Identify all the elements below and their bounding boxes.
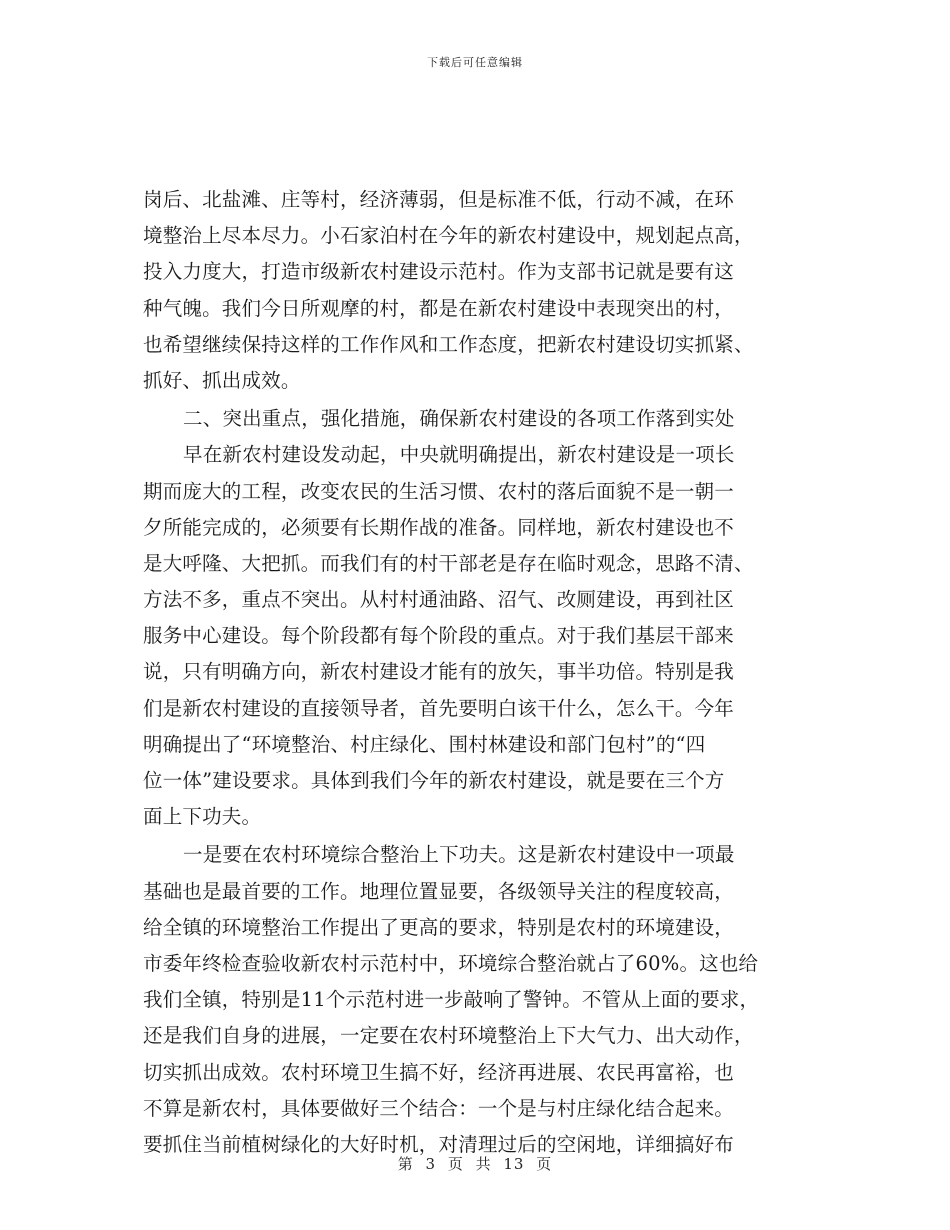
paragraph [143,837,811,1163]
text-line: 抓好、抓出成效。 [143,368,301,392]
page-header: 下载后可任意编辑 [427,56,523,69]
text-line: 岗后、北盐滩、庄等村，经济薄弱，但是标准不低，行动不减，在环 [143,188,735,211]
text-line: 不算是新农村，具体要做好三个结合：一个是与村庄绿化结合起来。 [143,1096,735,1120]
text-line: 要抓住当前植树绿化的大好时机，对清理过后的空闲地，详细搞好布 [143,1132,735,1156]
text-line: 方法不多，重点不突出。从村村通油路、沼气、改厕建设，再到社区 [143,588,735,612]
text-line: 我们全镇，特别是11个示范村进一步敲响了警钟。不管从上面的要求， [143,988,760,1012]
text-line: 也希望继续保持这样的工作作风和工作态度，把新农村建设切实抓紧、 [143,332,754,356]
section-heading [143,401,811,437]
text-line: 境整治上尽本尽力。小石家泊村在今年的新农村建设中，规划起点高， [143,224,754,248]
text-line: 期而庞大的工程，改变农民的生活习惯、农村的落后面貌不是一朝一 [143,479,735,503]
text-line: 明确提出了“环境整治、村庄绿化、围村林建设和部门包村”的“四 [143,732,706,756]
text-line: 位一体”建设要求。具体到我们今年的新农村建设，就是要在三个方 [143,769,725,792]
text-line: 面上下功夫。 [143,805,262,829]
text-line: 还是我们自身的进展，一定要在农村环境整治上下大气力、出大动作， [143,1024,754,1048]
text-line: 是大呼隆、大把抓。而我们有的村干部老是存在临时观念，思路不清、 [143,551,754,575]
text-line: 给全镇的环境整治工作提出了更高的要求，特别是农村的环境建设， [143,915,735,939]
text-line: 早在新农村建设发动起，中央就明确提出，新农村建设是一项长 [183,443,735,467]
document-body [143,182,811,1163]
text-line: 一是要在农村环境综合整治上下功夫。这是新农村建设中一项最 [183,843,735,867]
heading-text: 二、突出重点，强化措施，确保新农村建设的各项工作落到实处 [183,407,735,431]
text-line: 们是新农村建设的直接领导者，首先要明白该干什么，怎么干。今年 [143,696,735,720]
text-line: 基础也是最首要的工作。地理位置显要，各级领导关注的程度较高， [143,879,735,903]
text-line: 投入力度大，打造市级新农村建设示范村。作为支部书记就是要有这 [143,260,735,284]
text-line: 市委年终检查验收新农村示范村中，环境综合整治就占了60%。这也给 [143,951,759,975]
text-line: 种气魄。我们今日所观摩的村，都是在新农村建设中表现突出的村， [143,296,735,320]
page-number: 第 3 页 共 13 页 [397,1155,553,1173]
text-line: 夕所能完成的，必须要有长期作战的准备。同样地，新农村建设也不 [143,515,735,539]
paragraph [143,437,811,835]
text-line: 服务中心建设。每个阶段都有每个阶段的重点。对于我们基层干部来 [143,624,735,648]
text-line: 说，只有明确方向，新农村建设才能有的放矢，事半功倍。特别是我 [143,660,735,684]
paragraph [143,182,811,399]
text-line: 切实抓出成效。农村环境卫生搞不好，经济再进展、农民再富裕，也 [143,1060,735,1084]
